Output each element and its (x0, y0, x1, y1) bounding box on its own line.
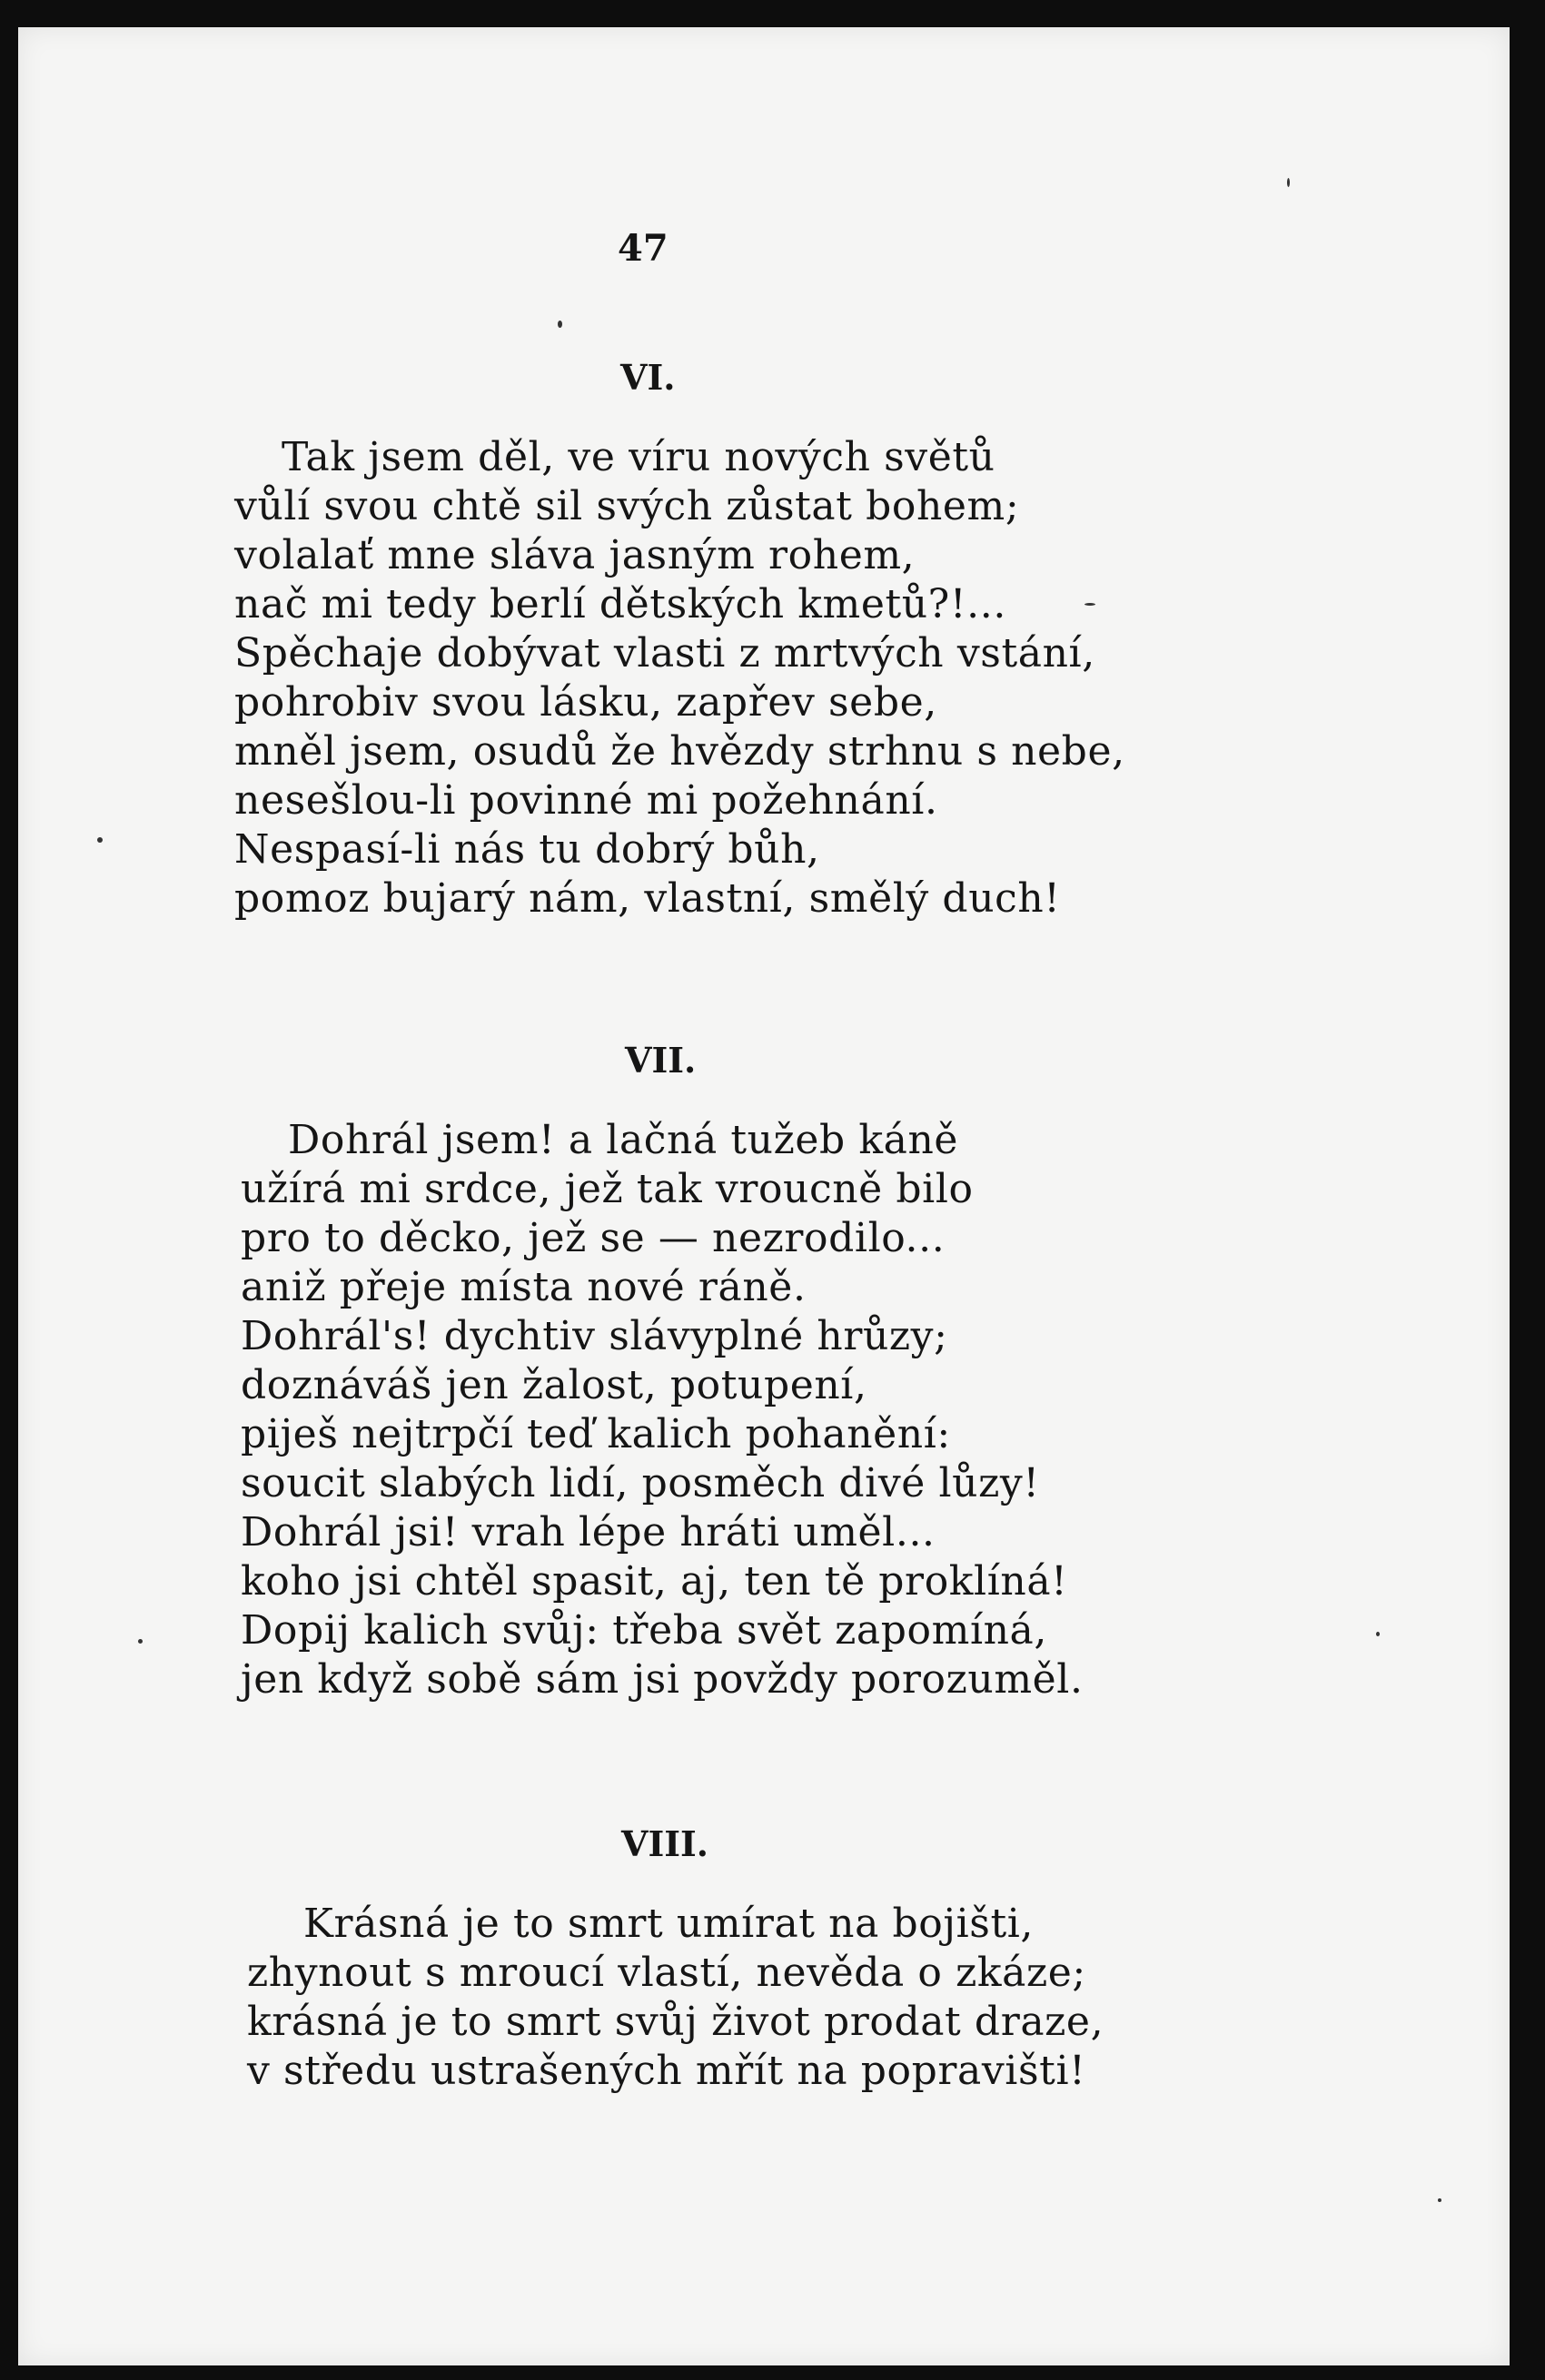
paper-speck (1084, 603, 1095, 606)
paper-speck (97, 837, 103, 843)
section-title-viii: VIII. (621, 1823, 709, 1864)
poem-line: Tak jsem děl, ve víru nových světů (282, 434, 995, 480)
poem-line: zhynout s mroucí vlastí, nevěda o zkáze; (247, 1950, 1086, 1996)
scan-border-right (1510, 0, 1545, 2380)
poem-line: volalať mne sláva jasným rohem, (234, 532, 916, 578)
poem-line: Dohrál jsi! vrah lépe hráti uměl... (241, 1509, 936, 1555)
poem-line: Dohrál's! dychtiv slávyplné hrůzy; (241, 1313, 948, 1359)
paper-speck (138, 1639, 143, 1644)
paper-speck (1376, 1632, 1380, 1636)
poem-line: mněl jsem, osudů že hvězdy strhnu s nebe, (234, 728, 1125, 775)
page-number: 47 (618, 227, 669, 270)
poem-line: nesešlou-li povinné mi požehnání. (234, 777, 938, 824)
paper-speck (1438, 2198, 1441, 2202)
poem-line: krásná je to smrt svůj život prodat draze, (247, 1999, 1104, 2045)
poem-line: Dohrál jsem! a lačná tužeb káně (288, 1117, 959, 1163)
poem-line: aniž přeje místa nové ráně. (241, 1264, 807, 1310)
poem-line: doznáváš jen žalost, potupení, (241, 1362, 867, 1408)
poem-line: jen když sobě sám jsi povždy porozuměl. (241, 1656, 1084, 1703)
section-title-vi: VI. (620, 357, 676, 398)
poem-line: Spěchaje dobývat vlasti z mrtvých vstání, (234, 630, 1095, 676)
poem-line: vůlí svou chtě sil svých zůstat bohem; (234, 483, 1020, 529)
paper-speck (1287, 178, 1290, 187)
poem-line: Nespasí-li nás tu dobrý bůh, (234, 826, 820, 873)
poem-line: piješ nejtrpčí teď kalich pohanění: (241, 1411, 951, 1457)
poem-line: Krásná je to smrt umírat na bojišti, (303, 1901, 1035, 1947)
scan-border-bottom (0, 2365, 1545, 2380)
poem-line: soucit slabých lidí, posměch divé lůzy! (241, 1460, 1040, 1506)
poem-line: koho jsi chtěl spasit, aj, ten tě proklíná! (241, 1558, 1068, 1605)
poem-line: pro to děcko, jež se — nezrodilo... (241, 1215, 946, 1261)
poem-line: užírá mi srdce, jež tak vroucně bilo (241, 1166, 974, 1212)
section-title-vii: VII. (625, 1040, 697, 1081)
paper-speck (558, 321, 562, 328)
scan-border-left (0, 0, 18, 2380)
poem-line: pohrobiv svou lásku, zapřev sebe, (234, 679, 937, 726)
poem-line: Dopij kalich svůj: třeba svět zapomíná, (241, 1607, 1047, 1654)
poem-line: v středu ustrašených mřít na popravišti! (247, 2048, 1086, 2094)
poem-line: pomoz bujarý nám, vlastní, smělý duch! (234, 875, 1061, 922)
scan-border-top (0, 0, 1545, 27)
poem-line: nač mi tedy berlí dětských kmetů?!... (234, 581, 1006, 627)
